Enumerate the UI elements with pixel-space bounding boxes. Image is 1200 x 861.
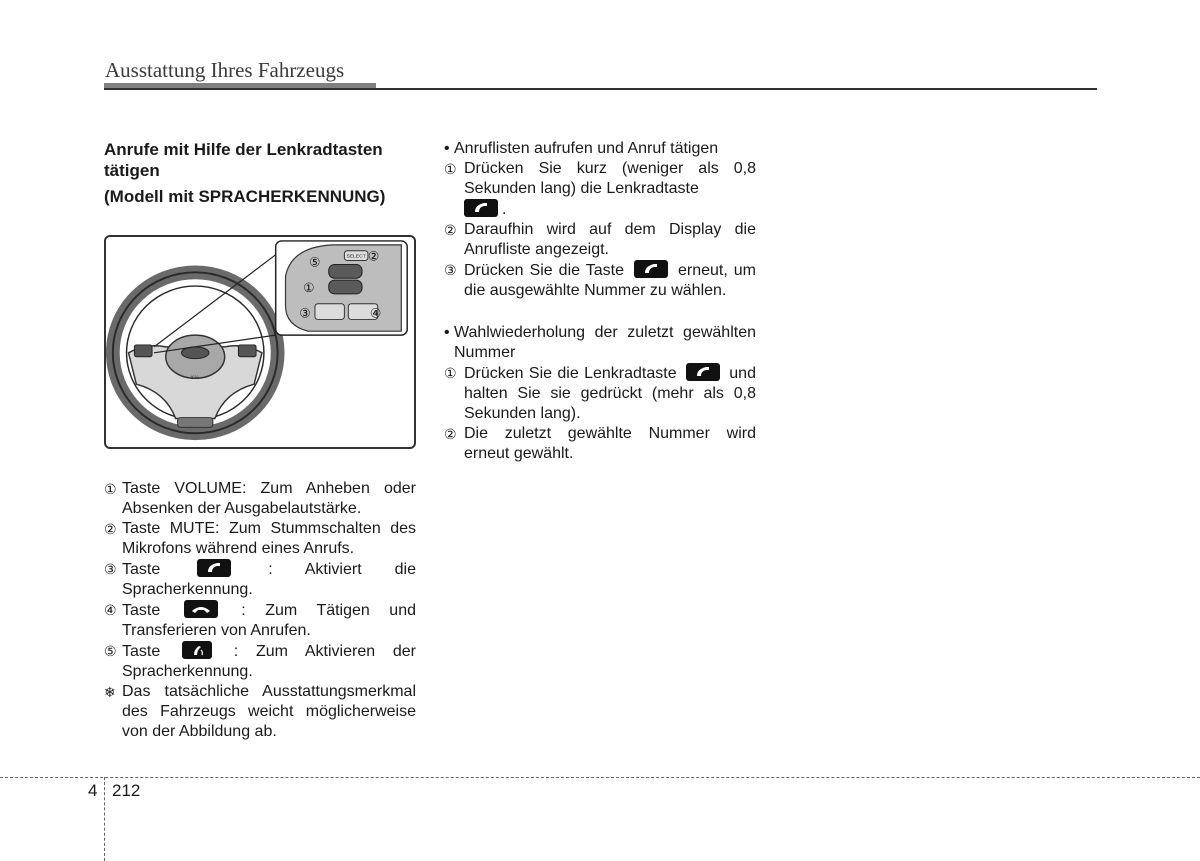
lower-spoke-cap [178, 418, 213, 428]
step-marker: ① [444, 161, 457, 177]
section-title: Anruflisten aufrufen und Anruf tätigen [454, 140, 719, 157]
step-item [444, 220, 756, 260]
step-marker: ② [444, 222, 457, 238]
steering-wheel-illustration [106, 237, 414, 447]
step-text: Drücken Sie kurz (weniger als 0,8 Sekunden lang) die Lenkradtaste [464, 160, 756, 197]
callout-4: ④ [369, 306, 382, 322]
left-column [104, 139, 416, 207]
step-item [444, 424, 756, 464]
step-item [444, 159, 756, 220]
header-rule [104, 88, 1097, 90]
hangup-icon [184, 600, 218, 618]
step-suffix: . [502, 201, 507, 218]
item-text-post: : Aktiviert die Spracherkennung. [122, 561, 416, 598]
left-switch-cluster [134, 345, 152, 357]
item-text: Taste MUTE: Zum Stummschalten des Mikrofons während eines Anrufs. [122, 520, 416, 557]
list-item [104, 641, 416, 682]
item-text-post: : Zum Tätigen und Transferieren von Anrufen. [122, 602, 417, 639]
note-marker: ❄ [104, 684, 116, 700]
callout-1: ① [303, 280, 315, 296]
item-marker: ⑤ [104, 643, 117, 659]
step-text-pre: Drücken Sie die Lenkradtaste [464, 365, 677, 382]
seek-rocker-detail [329, 280, 362, 294]
section-heading: Anrufe mit Hilfe der Lenkradtasten tätigen [104, 140, 383, 180]
step-item [444, 260, 756, 301]
list-item [104, 479, 416, 519]
step-text-pre: Drücken Sie die Taste [464, 262, 624, 279]
section-bullet [444, 139, 756, 159]
callout-3: ③ [299, 306, 311, 322]
note-item [104, 682, 416, 742]
step-text-post: erneut, um die ausgewählte Nummer zu wählen. [464, 262, 757, 299]
select-label: SELECT [346, 254, 366, 260]
step-text-post: und halten Sie sie gedrückt (mehr als 0,8 Sekunden lang). [464, 365, 756, 422]
section-bullet [444, 323, 756, 363]
section-title: Wahlwiederholung der zuletzt gewählten Nummer [454, 324, 756, 361]
volume-rocker-detail [329, 264, 362, 278]
phone-button-detail [315, 304, 344, 320]
hub-badge-text: KIA [191, 375, 200, 381]
step-marker: ① [444, 365, 457, 381]
step-marker: ③ [444, 262, 457, 278]
item-text-pre: Taste [122, 561, 161, 578]
step-marker: ② [444, 426, 457, 442]
list-item [104, 600, 416, 641]
bullet-marker: • [444, 140, 450, 157]
step-text: Die zuletzt gewählte Nummer wird erneut gewählt. [464, 425, 756, 462]
button-legend-list [104, 479, 416, 742]
callout-2: ② [367, 249, 380, 265]
phone-icon [634, 260, 668, 278]
right-switch-cluster [238, 345, 256, 357]
page-header-title: Ausstattung Ihres Fahrzeugs [105, 58, 345, 82]
phone-icon [464, 199, 498, 217]
step-text: Daraufhin wird auf dem Display die Anrufliste angezeigt. [464, 221, 756, 258]
item-marker: ② [104, 521, 117, 537]
item-marker: ③ [104, 561, 117, 577]
section-subheading: (Modell mit SPRACHERKENNUNG) [104, 187, 386, 206]
item-marker: ① [104, 481, 117, 497]
item-text-post: : Zum Aktivieren der Spracherkennung. [122, 643, 416, 680]
steering-wheel-figure [104, 235, 416, 449]
bullet-marker: • [444, 324, 450, 341]
phone-icon [197, 559, 231, 577]
item-text-pre: Taste [122, 602, 161, 619]
voice-icon [182, 641, 212, 659]
step-item [444, 363, 756, 424]
item-text: Taste VOLUME: Zum Anheben oder Absenken der Ausgabelautstärke. [122, 480, 416, 517]
footer-dashed-rule [0, 777, 1200, 778]
phone-icon [686, 363, 720, 381]
item-marker: ④ [104, 602, 117, 618]
footer-dashed-divider [104, 777, 105, 861]
note-text: Das tatsächliche Ausstattungsmerkmal des Fahrzeugs weicht möglicherweise von der Abbildung ab. [122, 683, 416, 740]
chapter-number: 4 [88, 781, 98, 800]
item-text-pre: Taste [122, 643, 161, 660]
list-item [104, 519, 416, 559]
list-item [104, 559, 416, 600]
callout-5: ⑤ [309, 255, 321, 271]
right-column [444, 139, 756, 464]
page-number: 212 [112, 781, 141, 800]
